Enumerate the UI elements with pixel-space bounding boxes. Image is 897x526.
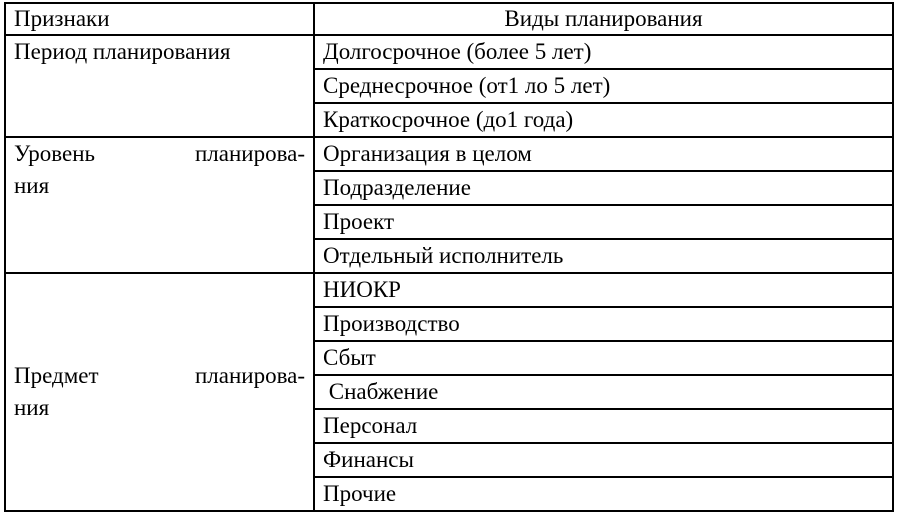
criterion-period — [5, 35, 314, 137]
type-cell: Прочие — [314, 477, 893, 511]
type-cell: Подразделение — [314, 171, 893, 205]
type-cell: Среднесрочное (от1 ло 5 лет) — [314, 69, 893, 103]
type-cell: Снабжение — [314, 375, 893, 409]
planning-types-table — [4, 2, 894, 512]
type-cell: Краткосрочное (до1 года) — [314, 103, 893, 137]
type-cell: НИОКР — [314, 273, 893, 307]
criterion-subject-line-2: ния — [14, 395, 50, 420]
type-cell: Долгосрочное (более 5 лет) — [314, 35, 893, 69]
planning-types-table-container — [4, 2, 894, 512]
type-cell: Отдельный исполнитель — [314, 239, 893, 273]
type-cell: Сбыт — [314, 341, 893, 375]
type-cell: Проект — [314, 205, 893, 239]
table-row — [5, 137, 893, 171]
criterion-level-line-2: ния — [14, 173, 50, 198]
type-cell: Производство — [314, 307, 893, 341]
type-cell: Персонал — [314, 409, 893, 443]
criterion-subject-line-1: Предмет планирова- — [14, 363, 305, 388]
table-row — [5, 273, 893, 307]
criterion-level-line-1: Уровень планирова- — [14, 141, 305, 166]
header-planning-types: Виды планирования — [314, 3, 893, 35]
criterion-level — [5, 137, 314, 273]
type-cell: Финансы — [314, 443, 893, 477]
criterion-subject — [5, 273, 314, 511]
table-row — [5, 35, 893, 69]
table-header-row — [5, 3, 893, 35]
header-criteria: Признаки — [5, 3, 314, 35]
type-cell: Организация в целом — [314, 137, 893, 171]
criterion-period-line-1: Период планирования — [14, 39, 231, 64]
